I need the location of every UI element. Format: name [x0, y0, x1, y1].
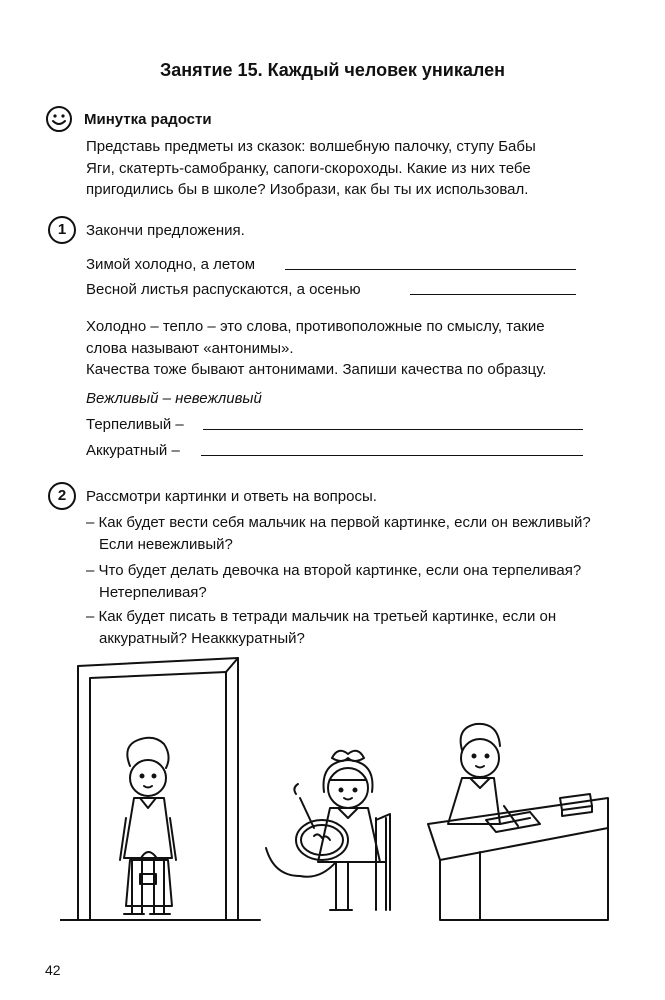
minutka-text	[86, 136, 631, 201]
quality-item-1: Терпеливый –	[86, 416, 184, 433]
explanation-line: Качества тоже бывают антонимами. Запиши качества по образцу.	[86, 361, 547, 378]
question-line: аккуратный? Неакккуратный?	[99, 629, 305, 647]
answer-line-1[interactable]	[285, 269, 576, 270]
page-title: Занятие 15. Каждый человек уникален	[160, 60, 505, 80]
page-number: 42	[45, 962, 61, 978]
antonym-explanation	[86, 316, 631, 381]
minutka-heading: Минутка радости	[84, 111, 212, 128]
answer-line-3[interactable]	[203, 429, 583, 430]
answer-line-2[interactable]	[410, 294, 576, 295]
question-line: – Как будет вести себя мальчик на первой картинке, если он вежливый?	[86, 514, 591, 531]
girl-embroidering-picture	[266, 751, 390, 910]
quality-item-2: Аккуратный –	[86, 442, 180, 459]
boy-in-doorway-picture	[60, 658, 260, 920]
minutka-line: Представь предметы из сказок: волшебную палочку, ступу Бабы	[86, 138, 536, 155]
task1-sentence-2: Весной листья распускаются, а осенью	[86, 281, 361, 298]
question-item	[86, 560, 631, 603]
task2-number-badge: 2	[48, 482, 76, 510]
question-line: Нетерпеливая?	[99, 583, 207, 601]
explanation-line: слова называют «антонимы».	[86, 339, 294, 357]
minutka-line: пригодились бы в школе? Изобрази, как бы ты их использовал.	[86, 181, 529, 198]
question-line: Если невежливый?	[99, 535, 233, 553]
question-line: – Как будет писать в тетради мальчик на третьей картинке, если он	[86, 608, 557, 625]
smiley-icon	[45, 105, 73, 133]
answer-line-4[interactable]	[201, 455, 583, 456]
question-line: – Что будет делать девочка на второй картинке, если она терпеливая?	[86, 562, 582, 579]
explanation-line: Холодно – тепло – это слова, противоположные по смыслу, такие	[86, 318, 545, 335]
boy-writing-at-desk-picture	[428, 724, 608, 920]
task1-number-badge: 1	[48, 216, 76, 244]
task2-instruction: Рассмотри картинки и ответь на вопросы.	[86, 488, 377, 505]
example-pair: Вежливый – невежливый	[86, 390, 262, 407]
question-item	[86, 606, 631, 649]
task1-instruction: Закончи предложения.	[86, 222, 245, 239]
question-item	[86, 512, 631, 555]
task1-sentence-1: Зимой холодно, а летом	[86, 256, 256, 273]
illustrations	[60, 648, 620, 930]
minutka-line: Яги, скатерть-самобранку, сапоги-скороходы. Какие из них тебе	[86, 159, 531, 177]
